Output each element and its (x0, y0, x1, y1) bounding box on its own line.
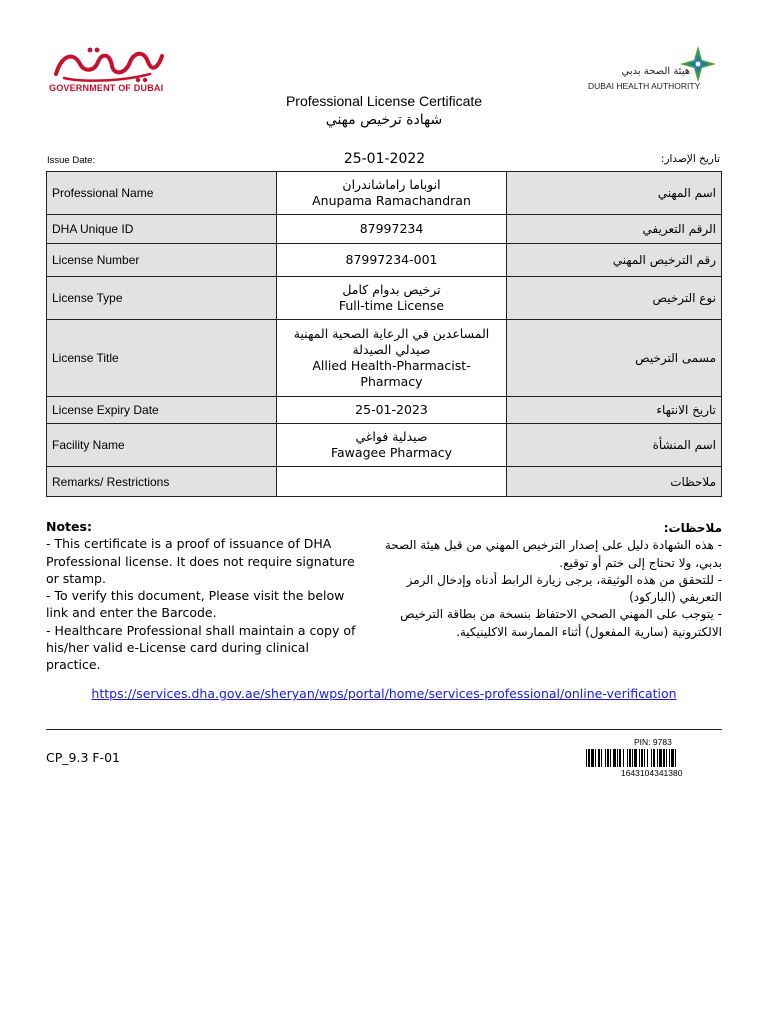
dha-logo-arabic: هيئة الصحة بدبي (621, 66, 690, 77)
gov-calligraphy-icon (50, 44, 165, 84)
row-dha-unique-id (47, 215, 722, 244)
barcode-icon (586, 749, 721, 767)
value-arabic: انوباما راماشاندران (342, 177, 441, 192)
row-label-arabic: ملاحظات (507, 467, 722, 497)
certificate-title-arabic: شهادة ترخيص مهني (325, 112, 443, 128)
dha-logo-english: DUBAI HEALTH AUTHORITY (588, 81, 701, 91)
row-label-arabic: اسم المهني (507, 172, 722, 215)
note-item: - This certificate is a proof of issuance of DHA Professional license. It does not require signature or stamp. (46, 536, 355, 586)
value-arabic: ترخيص بدوام كامل (342, 282, 441, 297)
issue-date-label: Issue Date: (47, 155, 96, 166)
row-label: Facility Name (47, 424, 277, 467)
row-label: Remarks/ Restrictions (47, 467, 277, 497)
row-value (277, 215, 507, 244)
row-label: License Number (47, 244, 277, 277)
value-english: 87997234-001 (345, 252, 438, 267)
row-license-title (47, 320, 722, 397)
notes-arabic (377, 520, 722, 641)
row-value (277, 320, 507, 397)
dubai-health-authority-logo (588, 44, 728, 94)
row-label: DHA Unique ID (47, 215, 277, 244)
note-item-arabic: - للتحقق من هذه الوثيقة، يرجى زيارة الرابط أدناه وإدخال الرمز التعريفي (الباركود) (406, 572, 722, 605)
notes-heading-arabic: ملاحظات: (663, 521, 722, 535)
row-label-arabic: اسم المنشأة (507, 424, 722, 467)
certificate-title-english: Professional License Certificate (285, 93, 483, 109)
row-label: License Title (47, 320, 277, 397)
row-value (277, 277, 507, 320)
row-label-arabic: الرقم التعريفي (507, 215, 722, 244)
row-label-arabic: مسمى الترخيص (507, 320, 722, 397)
value-english: Allied Health-Pharmacist-Pharmacy (312, 358, 471, 389)
footer-divider (46, 729, 722, 730)
row-remarks-restrictions (47, 467, 722, 497)
value-english: Anupama Ramachandran (312, 193, 471, 208)
value-english: 25-01-2023 (355, 402, 428, 417)
row-license-number (47, 244, 722, 277)
notes-english (46, 518, 356, 674)
row-label-arabic: نوع الترخيص (507, 277, 722, 320)
note-item: - Healthcare Professional shall maintain a copy of his/her valid e-License card during clinical practice. (46, 622, 356, 673)
value-arabic: صيدلية فواغي (355, 429, 428, 444)
online-verification-link[interactable]: https://services.dha.gov.ae/sheryan/wps/portal/home/services-professional/online-verification (91, 686, 677, 701)
pin-number: PIN: 9783 (634, 737, 672, 747)
value-arabic: المساعدين في الرعاية الصحية المهنية صيدلي الصيدلة (293, 326, 490, 357)
dha-emblem-icon (678, 44, 718, 84)
barcode-number: 1643104341380 (621, 768, 683, 778)
row-label: License Type (47, 277, 277, 320)
row-value (277, 467, 507, 497)
row-value (277, 172, 507, 215)
row-label-arabic: تاريخ الانتهاء (507, 397, 722, 424)
note-item-arabic: - يتوجب على المهني الصحي الاحتفاظ بنسخة من بطاقة الترخيص الالكترونية (سارية المفعول) أثناء الممارسة الاكلينيكية. (400, 607, 722, 639)
note-item: - To verify this document, Please visit the below link and enter the Barcode. (46, 588, 345, 621)
row-label-arabic: رقم الترخيص المهني (507, 244, 722, 277)
row-label: License Expiry Date (47, 397, 277, 424)
notes-heading: Notes: (46, 519, 92, 534)
gov-logo-text: GOVERNMENT OF DUBAI (49, 83, 164, 93)
row-license-expiry-date (47, 397, 722, 424)
issue-date-value: 25-01-2022 (343, 151, 426, 167)
value-english: Fawagee Pharmacy (330, 445, 453, 460)
note-item-arabic: - هذه الشهادة دليل على إصدار الترخيص المهني من قبل هيئة الصحة بدبي، ولا تحتاج إلى ختم أو توقيع. (384, 538, 722, 570)
license-details-table (46, 171, 722, 497)
government-of-dubai-logo (44, 44, 169, 94)
row-value (277, 397, 507, 424)
row-license-type (47, 277, 722, 320)
row-label: Professional Name (47, 172, 277, 215)
form-code: CP_9.3 F-01 (46, 750, 120, 765)
row-value (277, 244, 507, 277)
value-english: Full-time License (338, 298, 445, 313)
row-professional-name (47, 172, 722, 215)
row-facility-name (47, 424, 722, 467)
value-english: 87997234 (359, 221, 424, 236)
issue-date-label-arabic: تاريخ الإصدار: (660, 153, 720, 165)
row-value (277, 424, 507, 467)
